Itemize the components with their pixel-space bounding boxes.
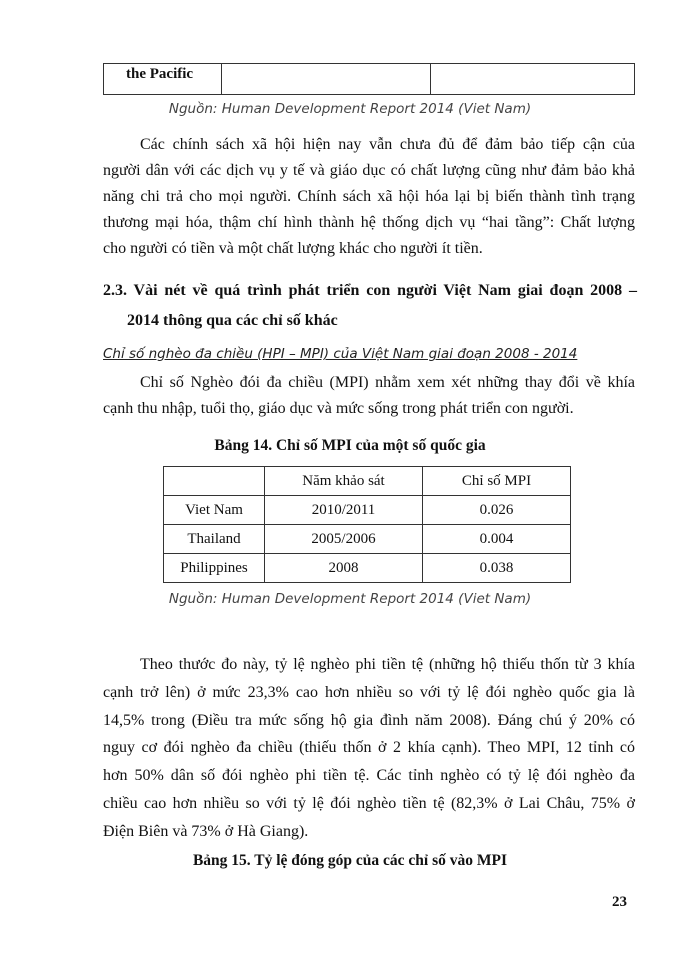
paragraph-line: cạnh trở lên) ở mức 23,3% cao hơn nhiều so với tỷ lệ đói nghèo quốc gia là — [103, 683, 635, 701]
paragraph-mpi-intro — [103, 370, 635, 422]
column-header — [164, 467, 265, 496]
paragraph-line: chiều cao hơn nhiều so với tỷ lệ đói nghèo tiền tệ (82,3% ở Lai Châu, 75% ở — [103, 794, 635, 812]
table-15-caption: Bảng 15. Tỷ lệ đóng góp của các chỉ số vào MPI — [192, 852, 508, 869]
table-cell-mpi: 0.026 — [423, 496, 571, 525]
paragraph-line: cạnh thu nhập, tuổi thọ, giáo dục và mức sống trong phát triển con người. — [103, 400, 574, 417]
section-heading-line: 2014 thông qua các chỉ số khác — [127, 312, 338, 329]
paragraph-line: thương mại hóa, thậm chí hình thành hệ thống dịch vụ “hai tầng”: Chất lượng — [103, 214, 635, 231]
table-header-row — [164, 467, 571, 496]
paragraph-line: người dân với các dịch vụ y tế và giáo dục có chất lượng cũng như đảm bảo khả — [103, 162, 635, 179]
page-number: 23 — [612, 894, 627, 910]
table-cell-mpi: 0.004 — [423, 525, 571, 554]
paragraph-line: nguy cơ đói nghèo đa chiều (thiếu thốn ở 2 khía cạnh). Theo MPI, 12 tỉnh có — [103, 739, 635, 757]
section-heading — [103, 276, 637, 336]
source-note-2: Nguồn: Human Development Report 2014 (Viet Nam) — [168, 591, 532, 607]
column-header: Chỉ số MPI — [423, 467, 571, 496]
table-row — [164, 525, 571, 554]
paragraph-line: Điện Biên và 73% ở Hà Giang). — [103, 822, 309, 840]
table-cell-region: the Pacific — [104, 64, 222, 95]
table-cell-mpi: 0.038 — [423, 554, 571, 583]
paragraph-mpi-analysis — [103, 651, 635, 846]
table-cell-country: Thailand — [164, 525, 265, 554]
table-14-caption: Bảng 14. Chỉ số MPI của một số quốc gia — [214, 437, 486, 454]
table-cell-country: Philippines — [164, 554, 265, 583]
paragraph-line: cho người có tiền và một chất lượng khác cho người ít tiền. — [103, 240, 483, 257]
table-cell — [431, 64, 635, 95]
column-header: Năm khảo sát — [265, 467, 423, 496]
mpi-table — [163, 466, 571, 583]
table-cell-country: Viet Nam — [164, 496, 265, 525]
table-cell-survey-year: 2008 — [265, 554, 423, 583]
continued-table — [103, 63, 635, 95]
paragraph-line: năng chi trả cho mọi người. Chính sách xã hội hóa lại bị biến thành tình trạng — [103, 188, 635, 205]
table-cell-survey-year: 2005/2006 — [265, 525, 423, 554]
paragraph-social-policy — [103, 132, 635, 262]
table-row — [164, 496, 571, 525]
source-note-1: Nguồn: Human Development Report 2014 (Viet Nam) — [168, 101, 532, 117]
sub-heading-mpi: Chỉ số nghèo đa chiều (HPI – MPI) của Việt Nam giai đoạn 2008 - 2014 — [103, 346, 578, 362]
paragraph-line: Theo thước đo này, tỷ lệ nghèo phi tiền tệ (những hộ thiếu thốn từ 3 khía — [140, 656, 635, 673]
table-cell — [222, 64, 431, 95]
table-row — [164, 554, 571, 583]
paragraph-line: Các chính sách xã hội hiện nay vẫn chưa đủ để đảm bảo tiếp cận của — [140, 136, 635, 153]
paragraph-line: 14,5% trong (Điều tra mức sống hộ gia đình năm 2008). Đáng chú ý 20% có — [103, 711, 635, 729]
section-heading-line: 2.3. Vài nét về quá trình phát triển con người Việt Nam giai đoạn 2008 – — [103, 282, 637, 299]
table-cell-survey-year: 2010/2011 — [265, 496, 423, 525]
table-row — [104, 64, 635, 95]
paragraph-line: Chỉ số Nghèo đói đa chiều (MPI) nhằm xem xét những thay đổi về khía — [140, 374, 635, 391]
paragraph-line: hơn 50% dân số đói nghèo phi tiền tệ. Các tỉnh nghèo có tỷ lệ đói nghèo đa — [103, 767, 635, 785]
